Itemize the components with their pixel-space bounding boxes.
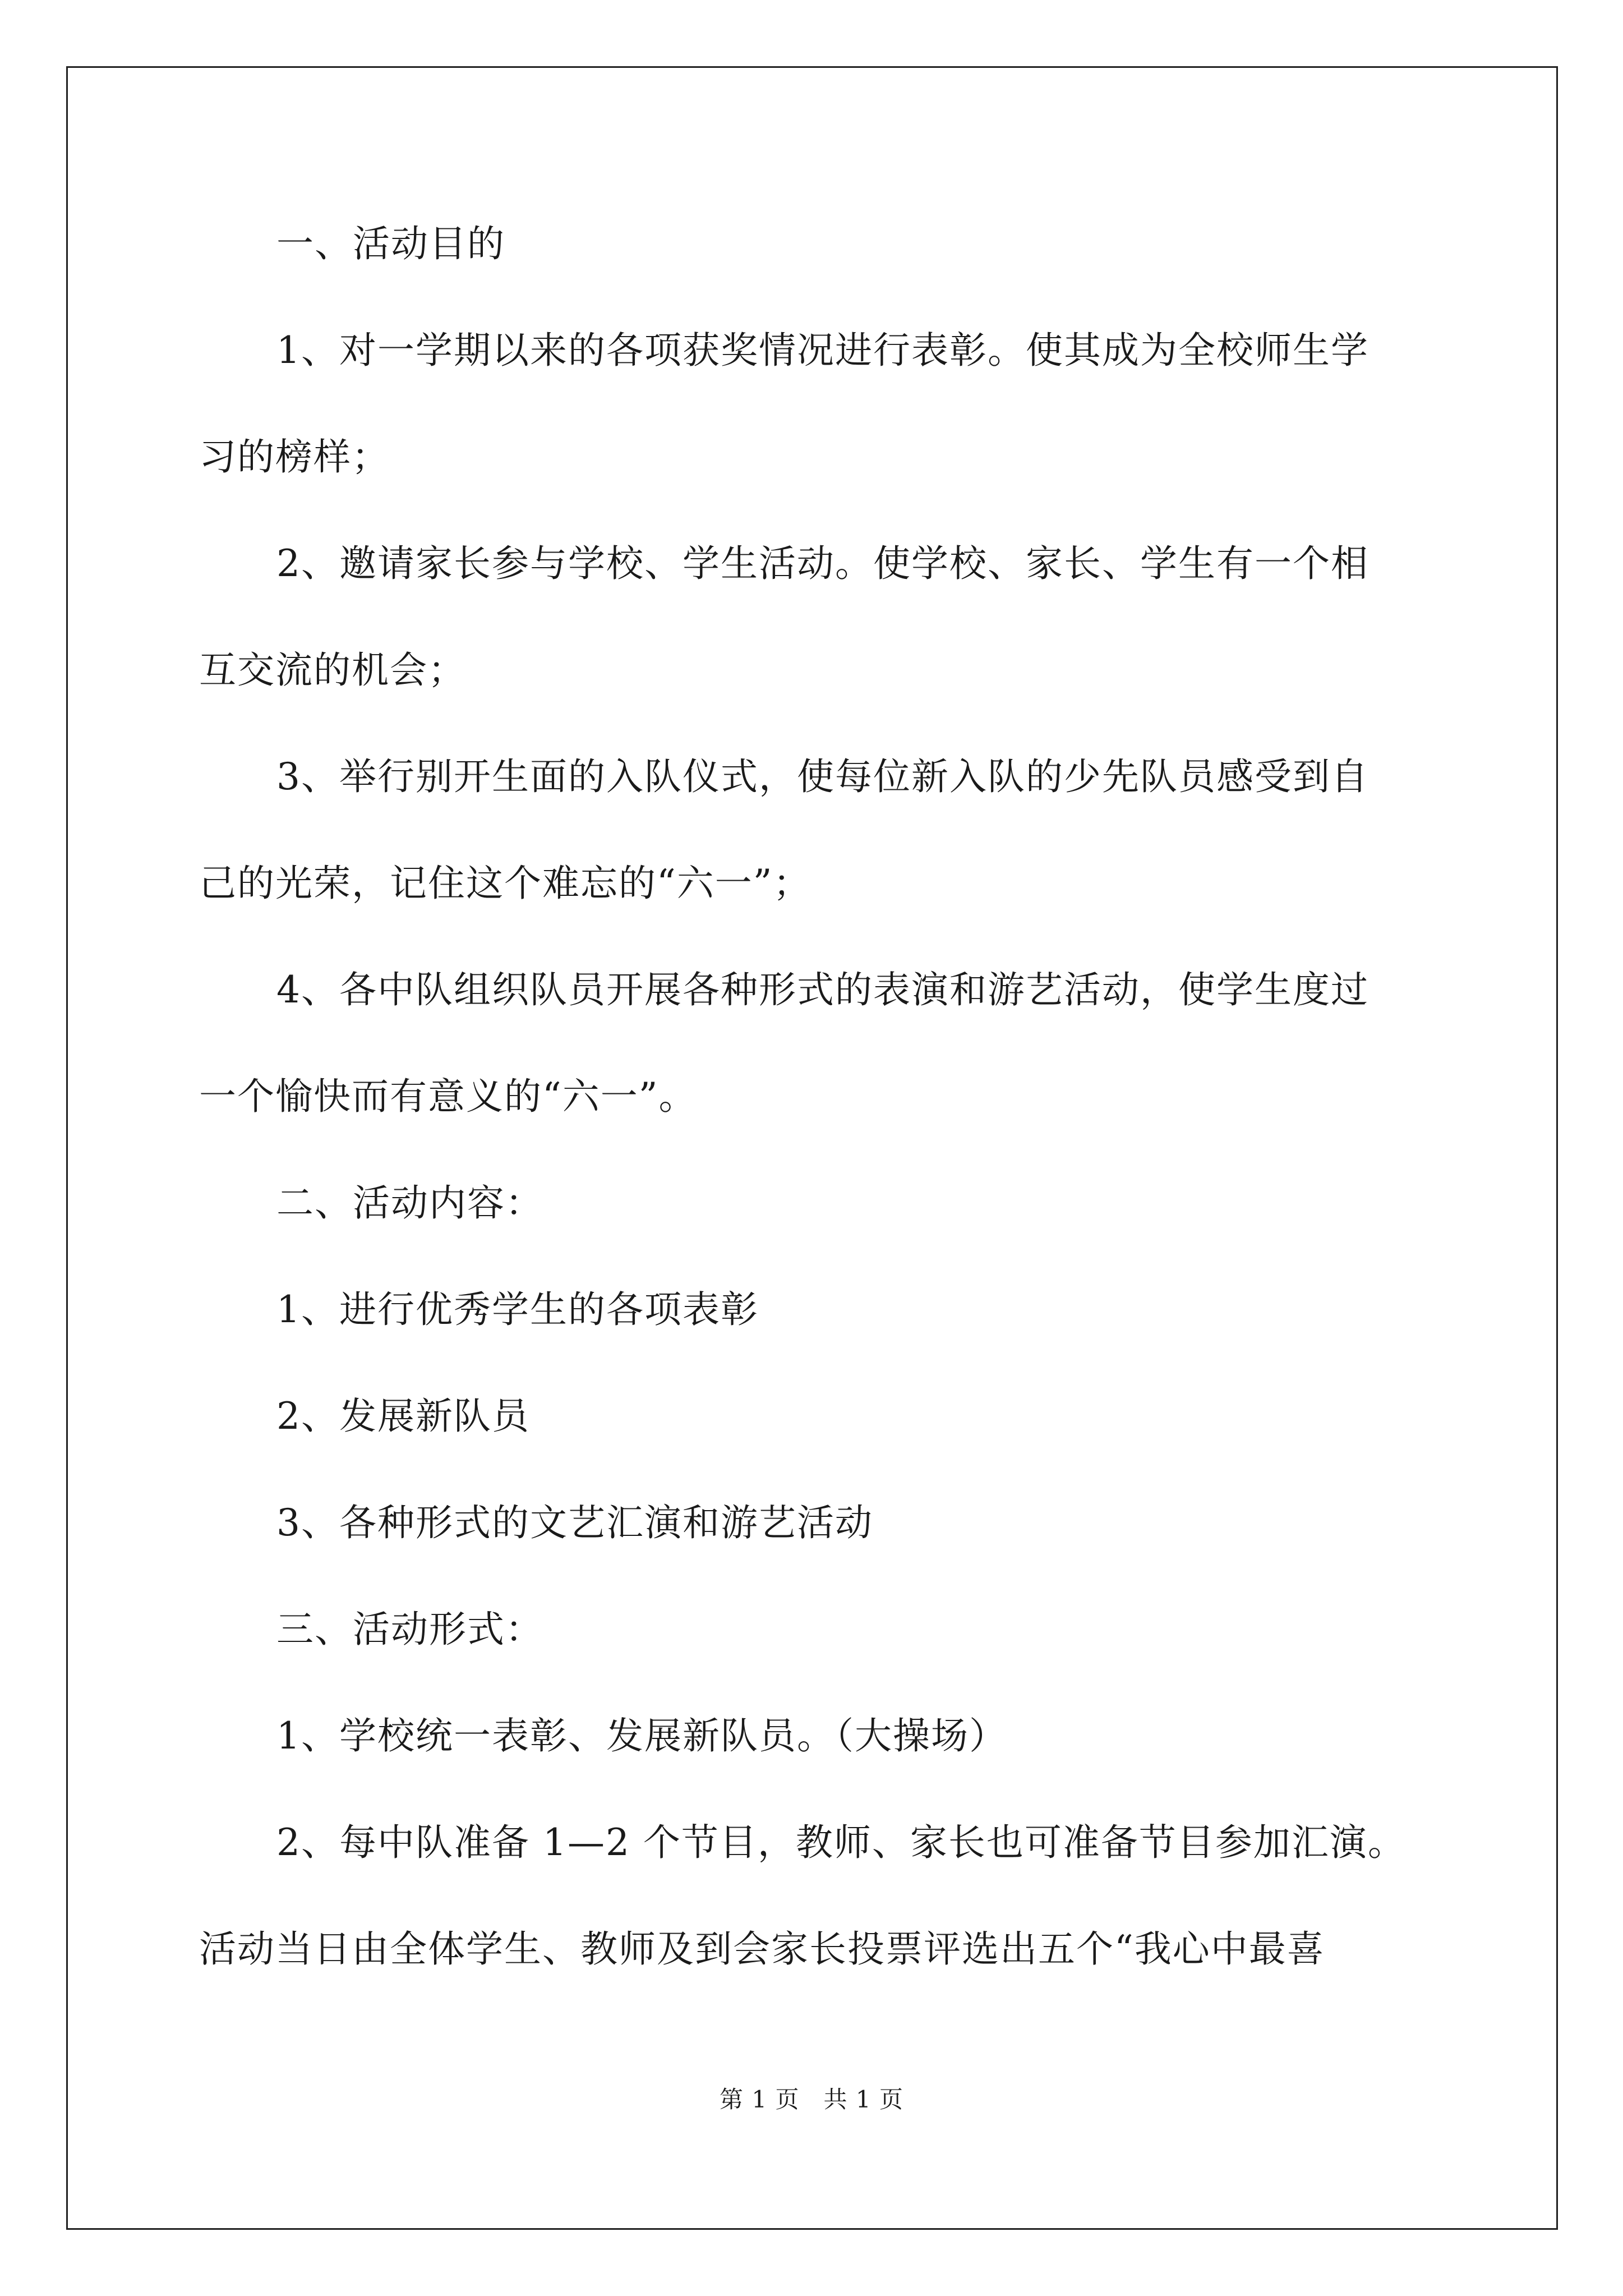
paragraph-line: 2、每中队准备 1—2 个节目，教师、家长也可准备节目参加汇演。	[276, 1821, 1406, 1864]
heading-section-1: 一、活动目的	[276, 222, 505, 265]
paragraph-line: 1、学校统一表彰、发展新队员。（大操场）	[276, 1714, 1007, 1757]
page-number: 第 1 页 共 1 页	[720, 2086, 903, 2113]
paragraph-line: 4、各中队组织队员开展各种形式的表演和游艺活动，使学生度过	[276, 968, 1369, 1011]
heading-section-3: 三、活动形式：	[276, 1608, 543, 1651]
paragraph-line: 己的光荣，记住这个难忘的“六一”；	[199, 862, 811, 905]
paragraph-line: 一个愉快而有意义的“六一”。	[199, 1075, 697, 1118]
page-footer	[0, 2086, 1623, 2114]
page-border	[66, 66, 1558, 2230]
paragraph-line: 2、邀请家长参与学校、学生活动。使学校、家长、学生有一个相	[276, 542, 1369, 585]
paragraph-line: 活动当日由全体学生、教师及到会家长投票评选出五个“我心中最喜	[199, 1927, 1325, 1971]
paragraph-line: 互交流的机会；	[199, 648, 466, 692]
paragraph-line: 1、对一学期以来的各项获奖情况进行表彰。使其成为全校师生学	[276, 329, 1369, 372]
heading-section-2: 二、活动内容：	[276, 1181, 543, 1225]
list-item: 3、各种形式的文艺汇演和游艺活动	[276, 1501, 873, 1544]
list-item: 2、发展新队员	[276, 1395, 530, 1438]
paragraph-line: 3、举行别开生面的入队仪式，使每位新入队的少先队员感受到自	[276, 755, 1369, 798]
paragraph-line: 习的榜样；	[199, 435, 390, 478]
list-item: 1、进行优秀学生的各项表彰	[276, 1288, 759, 1331]
